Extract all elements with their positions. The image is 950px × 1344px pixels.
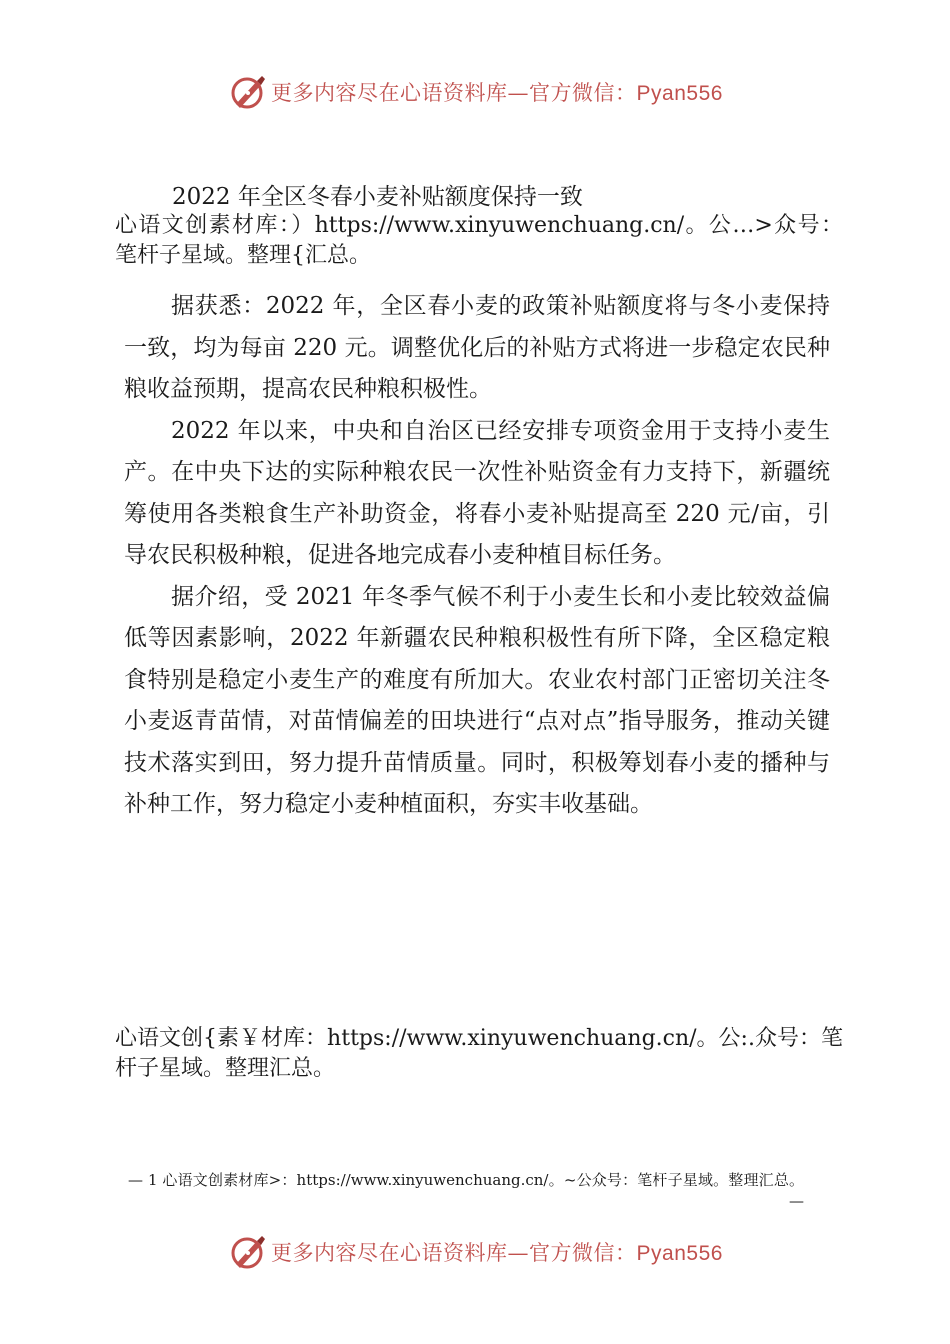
source-note-bottom: 心语文创{素￥材库：https://www.xinyuwenchuang.cn/。公:.众号：笔杆子星域。整理汇总。 — [115, 1026, 843, 1081]
article-title: 2022 年全区冬春小麦补贴额度保持一致 — [172, 184, 583, 210]
article-body — [124, 286, 830, 826]
header-brand-banner — [0, 70, 950, 114]
pen-nib-logo-icon — [227, 72, 267, 112]
brand-account: Pyan556 — [636, 82, 723, 105]
brand-account: Pyan556 — [636, 1242, 723, 1265]
brand-slogan: 更多内容尽在心语资料库—官方微信：Pyan556 — [271, 1241, 723, 1265]
article-paragraph: 据获悉：2022 年，全区春小麦的政策补贴额度将与冬小麦保持一致，均为每亩 220 元。调整优化后的补贴方式将进一步稳定农民种粮收益预期，提高农民种粮积极性。 — [124, 293, 830, 402]
footer-brand-banner — [0, 1230, 950, 1274]
source-note-top: 心语文创素材库：）https://www.xinyuwenchuang.cn/。公…>众号：笔杆子星域。整理{汇总。 — [115, 213, 843, 268]
page-footer: — 1 心语文创素材库>：https://www.xinyuwenchuang.cn/。~公众号：笔杆子星域。整理汇总。— — [128, 1171, 804, 1210]
article-paragraph: 据介绍，受 2021 年冬季气候不利于小麦生长和小麦比较效益偏低等因素影响，2022 年新疆农民种粮积极性有所下降，全区稳定粮食特别是稳定小麦生产的难度有所加大。农业农村部门正密切关注冬小麦返青苗情，对苗情偏差的田块进行“点对点”指导服务，推动关键技术落实到田，努力提升苗情质量。同时，积极筹划春小麦的播种与补种工作，努力稳定小麦种植面积，夯实丰收基础。 — [124, 583, 830, 817]
brand-slogan: 更多内容尽在心语资料库—官方微信：Pyan556 — [271, 81, 723, 105]
pen-nib-logo-icon — [227, 1232, 267, 1272]
article-paragraph: 2022 年以来，中央和自治区已经安排专项资金用于支持小麦生产。在中央下达的实际种粮农民一次性补贴资金有力支持下，新疆统筹使用各类粮食生产补助资金，将春小麦补贴提高至 220 元/亩，引导农民积极种粮，促进各地完成春小麦种植目标任务。 — [124, 417, 830, 568]
